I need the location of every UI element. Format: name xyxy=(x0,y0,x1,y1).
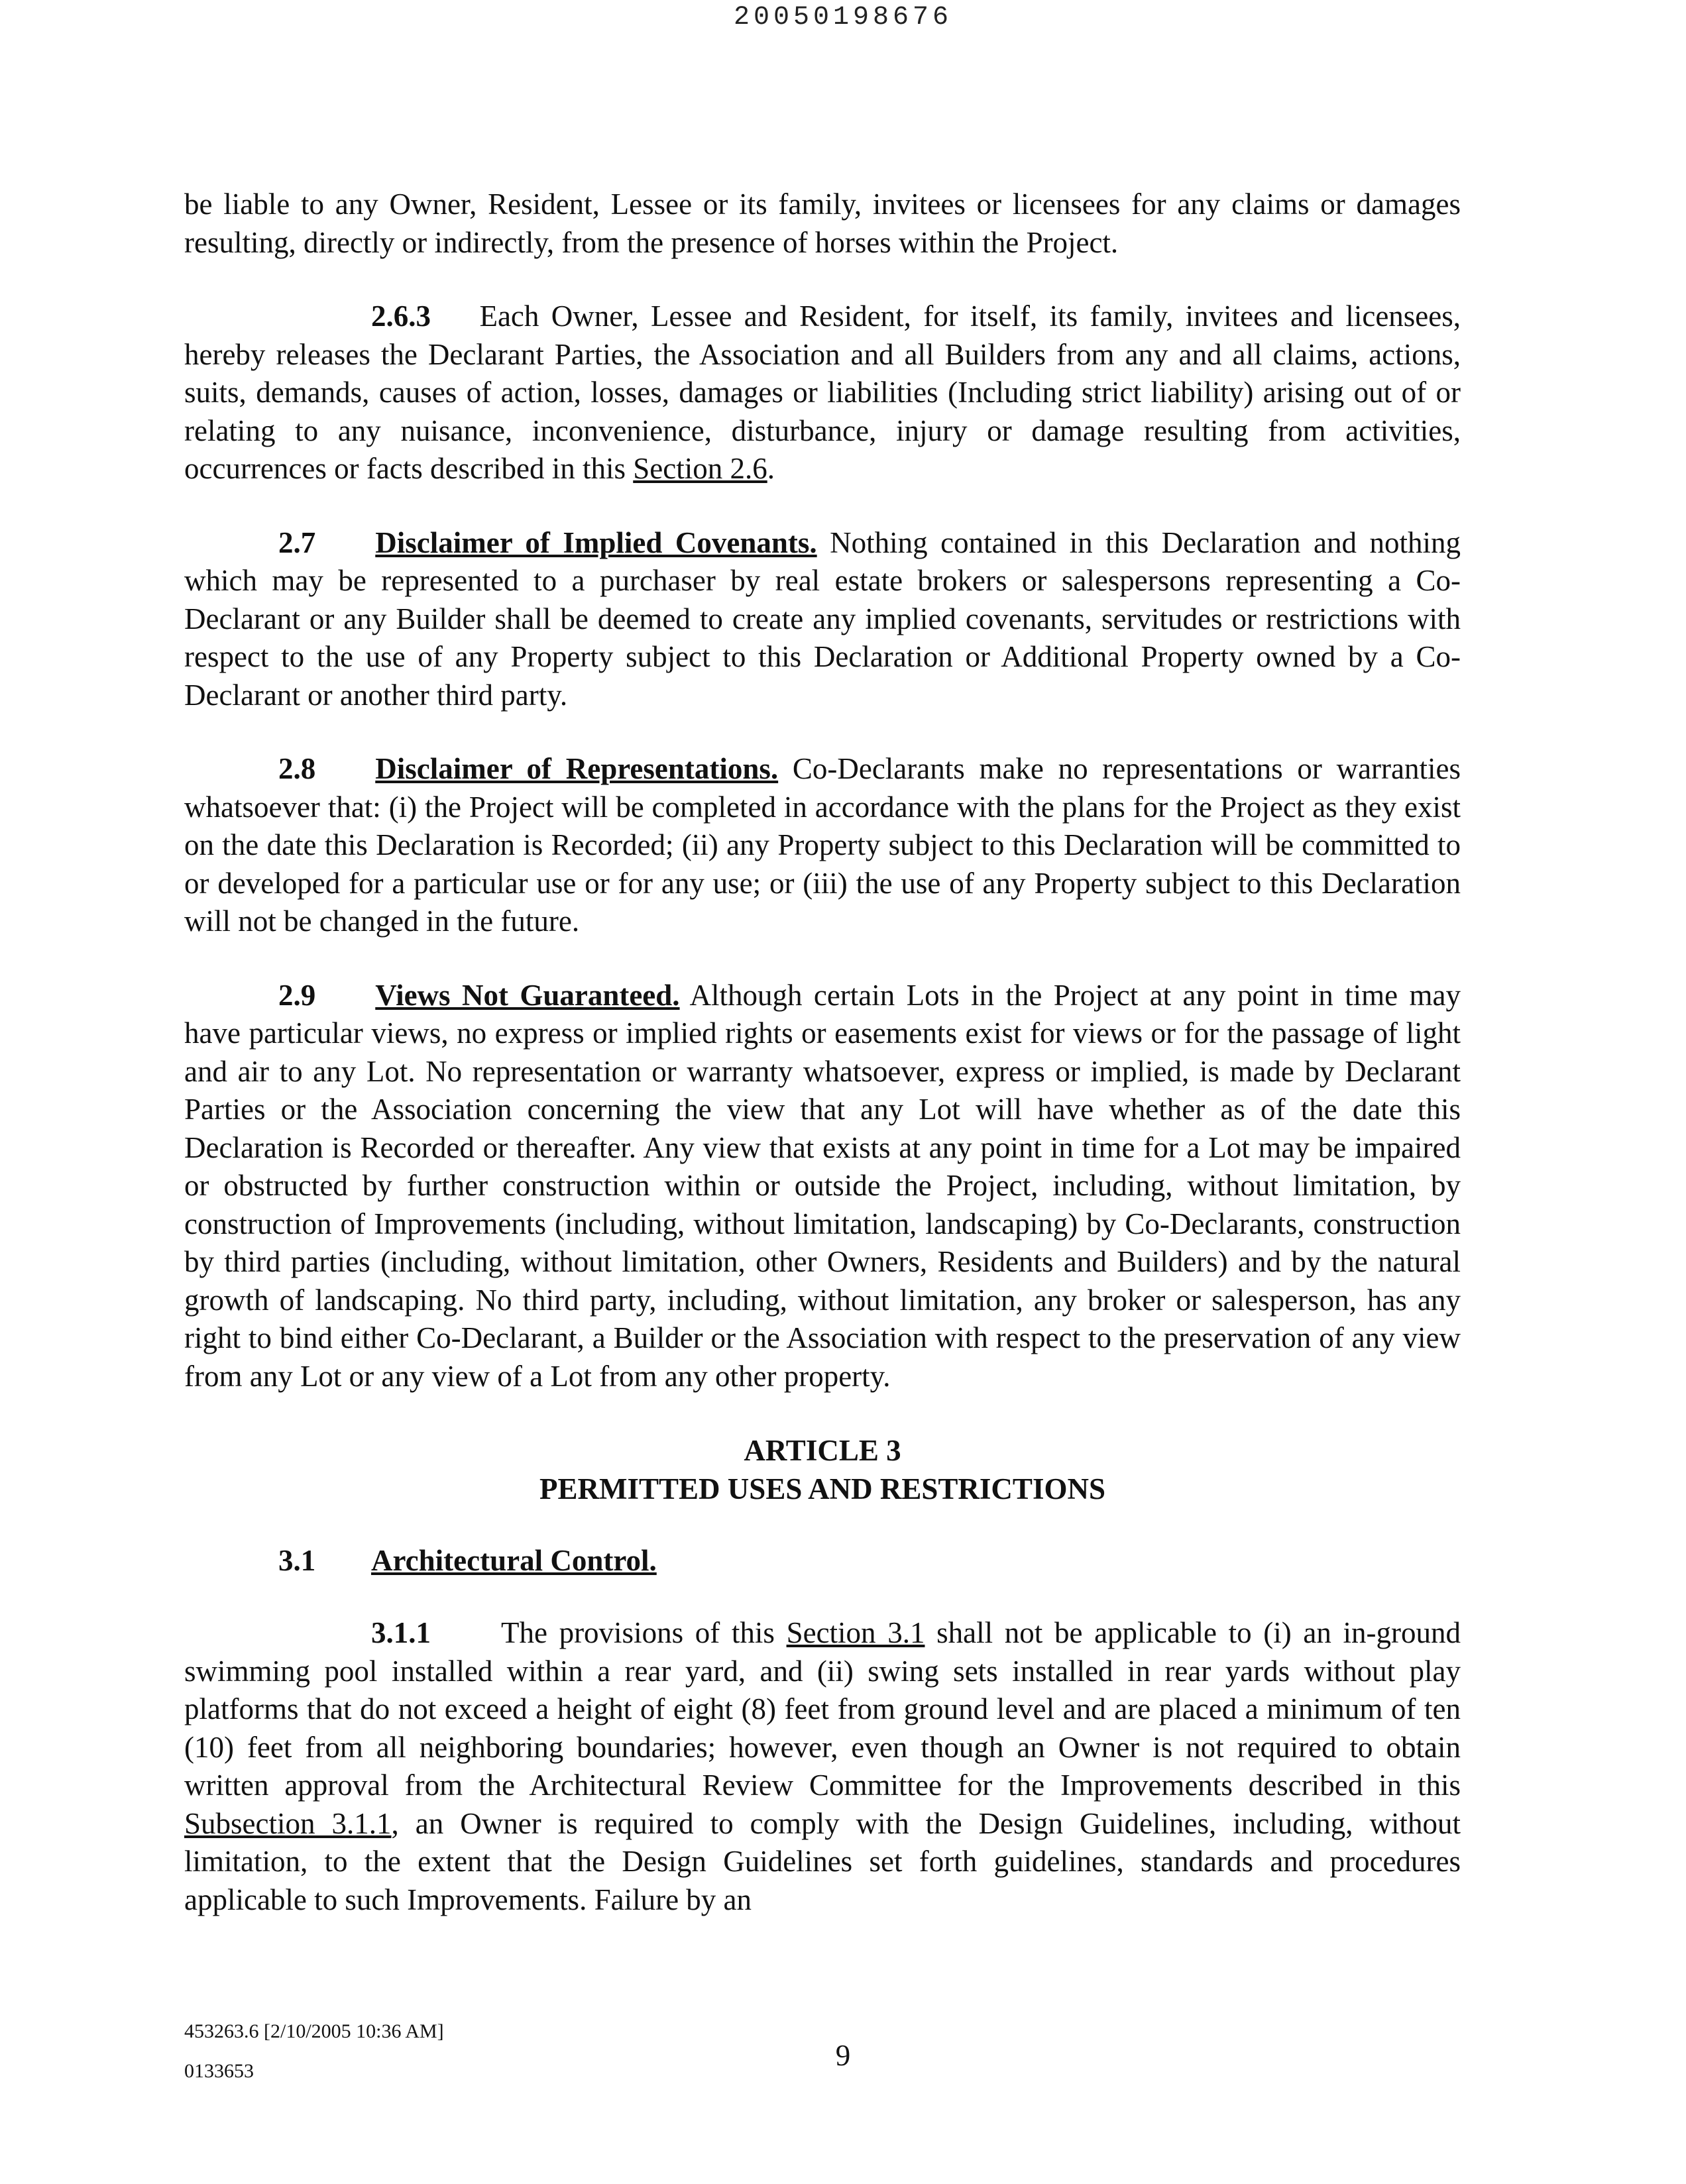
footer-doc-ref: 453263.6 [2/10/2005 10:36 AM] xyxy=(184,2020,444,2042)
paragraph-3-1-1 xyxy=(184,1614,1461,1919)
section-reference: Subsection 3.1.1 xyxy=(184,1806,392,1840)
footer-client-ref: 0133653 xyxy=(184,2060,254,2082)
article-number: ARTICLE 3 xyxy=(744,1434,901,1467)
paragraph-text: Nothing contained in this Declaration and nothing which may be represented to a purchaser by real estate brokers or salespersons representing a Co-Declarant or any Builder shall be deemed to create any implied covenants, servitudes or restrictions with respect to the use of any Property subject to this Declaration or Additional Property owned by a Co-Declarant or another third party. xyxy=(184,525,1461,712)
paragraph-2-8 xyxy=(184,750,1461,941)
section-number: 3.1.1 xyxy=(371,1616,431,1649)
section-title: Architectural Control. xyxy=(371,1544,657,1577)
section-reference: Section 3.1 xyxy=(786,1616,925,1649)
section-title: Views Not Guaranteed. xyxy=(375,978,680,1012)
paragraph-text: Each Owner, Lessee and Resident, for itself, its family, invitees and licensees, hereby releases the Declarant Parties, the Association and all Builders from any and all claims, actions, suits, demands, causes of action, losses, damages or liabilities (Including strict liability) arising out of or relating to any nuisance, inconvenience, disturbance, injury or damage resulting from activities, occurrences or facts described in this xyxy=(184,300,1461,485)
section-number: 2.7 xyxy=(278,525,316,559)
section-number: 2.9 xyxy=(278,978,316,1012)
paragraph-text: Although certain Lots in the Project at any point in time may have particular views, no express or implied rights or easements exist for views or for the passage of light and air to any Lot. No representation or warranty whatsoever, express or implied, is made by Declarant Parties or the Association concerning the view that any Lot will have whether as of the date this Declaration is Recorded or thereafter. Any view that exists at any point in time for a Lot may be impaired or obstructed by further construction within or outside the Project, including, without limitation, by construction of Improvements (including, without limitation, landscaping) by Co-Declarants, construction by third parties (including, without limitation, other Owners, Residents and Builders) and by the natural growth of landscaping. No third party, including, without limitation, any broker or salesperson, has any right to bind either Co-Declarant, a Builder or the Association with respect to the preservation of any view from any Lot or any view of a Lot from any other property. xyxy=(184,978,1461,1393)
paragraph-text: Co-Declarants make no representations or warranties whatsoever that: (i) the Project will be completed in accordance with the plans for the Project as they exist on the date this Declaration is Recorded; (ii) any Property subject to this Declaration will be committed to or developed for a particular use or for any use; or (iii) the use of any Property subject to this Declaration will not be changed in the future. xyxy=(184,752,1461,938)
paragraph-2-7 xyxy=(184,524,1461,715)
paragraph-text: , an Owner is required to comply with the Design Guidelines, including, without limitation, to the extent that the Design Guidelines set forth guidelines, standards and procedures applicable to such Improvements. Failure by an xyxy=(184,1806,1461,1916)
section-title: Disclaimer of Representations. xyxy=(375,752,779,785)
section-3-1-heading xyxy=(278,1541,1461,1580)
paragraph-end: . xyxy=(767,452,775,485)
article-title: PERMITTED USES AND RESTRICTIONS xyxy=(539,1472,1105,1505)
section-number: 2.6.3 xyxy=(371,300,431,333)
paragraph-2-6-3 xyxy=(184,298,1461,488)
paragraph-text: shall not be applicable to (i) an in-ground swimming pool installed within a rear yard, and (ii) swing sets installed in rear yards without play platforms that do not exceed a height of eight (8) feet from ground level and are placed a minimum of ten (10) feet from all neighboring boundaries; however, even though an Owner is not required to obtain written approval from the Architectural Review Committee for the Improvements described in this xyxy=(184,1616,1461,1802)
section-number: 3.1 xyxy=(278,1544,316,1577)
page-number: 9 xyxy=(835,2039,851,2072)
article-heading xyxy=(184,1431,1461,1508)
section-reference: Section 2.6 xyxy=(633,452,767,485)
paragraph-2-9 xyxy=(184,977,1461,1396)
document-number: 20050198676 xyxy=(733,3,953,32)
section-number: 2.8 xyxy=(278,752,316,785)
paragraph-text: The provisions of this xyxy=(500,1616,775,1649)
document-body xyxy=(184,186,1461,1955)
section-title: Disclaimer of Implied Covenants. xyxy=(375,525,817,559)
paragraph-continuation xyxy=(184,186,1461,262)
paragraph-text: be liable to any Owner, Resident, Lessee or its family, invitees or licensees for any claims or damages resulting, directly or indirectly, from the presence of horses within the Project. xyxy=(184,188,1461,259)
